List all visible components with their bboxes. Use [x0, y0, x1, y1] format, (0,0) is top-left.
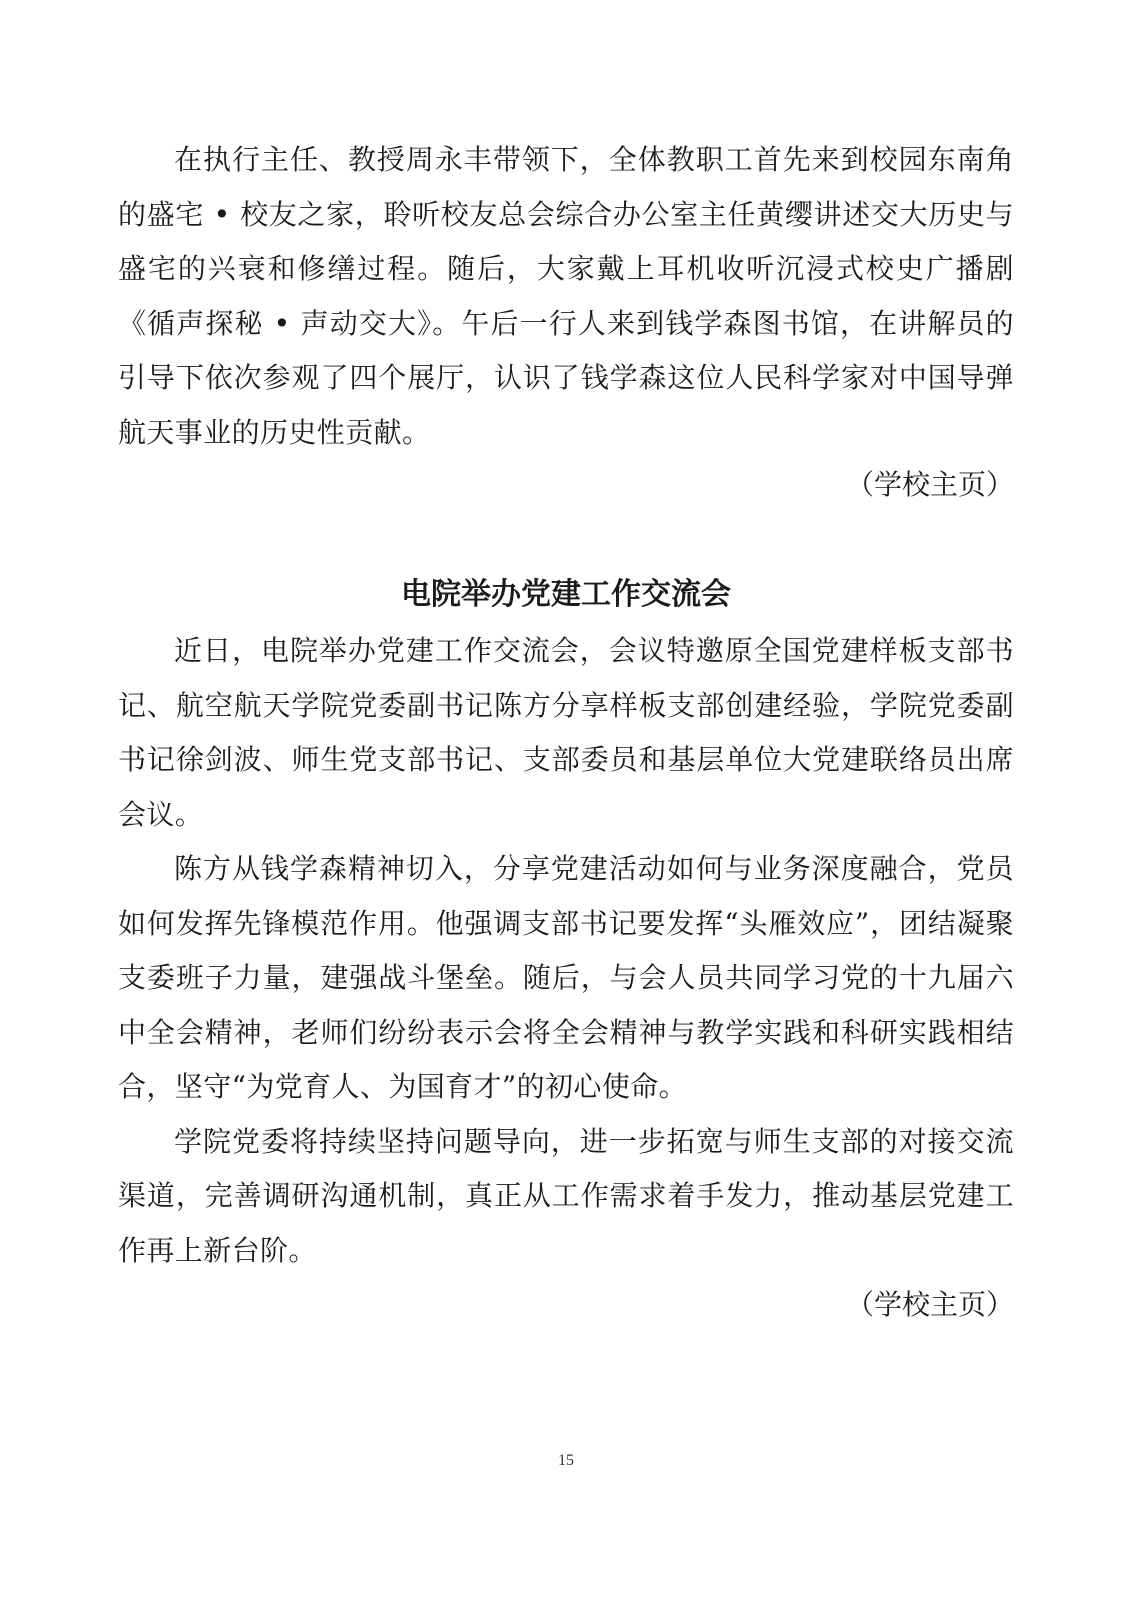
article-1-paragraph-1: 在执行主任、教授周永丰带领下，全体教职工首先来到校园东南角的盛宅 • 校友之家，聆听校友总会综合办公室主任黄缨讲述交大历史与盛宅的兴衰和修缮过程。随后，大家戴上耳机收听沉浸式校史广播剧《循声探秘 • 声动交大》。午后一行人来到钱学森图书馆，在讲解员的引导下依次参观了四个展厅，认识了钱学森这位人民科学家对中国导弹航天事业的历史性贡献。 — [118, 143, 1014, 449]
article-2-title: 电院举办党建工作交流会 — [401, 577, 731, 612]
article-2-paragraph-3: 学院党委将持续坚持问题导向，进一步拓宽与师生支部的对接交流渠道，完善调研沟通机制，真正从工作需求着手发力，推动基层党建工作再上新台阶。 — [118, 1124, 1014, 1267]
article-2-body — [118, 624, 1014, 1278]
article-1-body — [118, 133, 1014, 460]
article-1-source: （学校主页） — [845, 468, 1014, 501]
document-page — [118, 0, 1014, 1600]
article-2-paragraph-1: 近日，电院举办党建工作交流会，会议特邀原全国党建样板支部书记、航空航天学院党委副书记陈方分享样板支部创建经验，学院党委副书记徐剑波、师生党支部书记、支部委员和基层单位大党建联络员出席会议。 — [118, 634, 1014, 831]
article-2-source: （学校主页） — [845, 1288, 1014, 1321]
article-2-paragraph-2: 陈方从钱学森精神切入，分享党建活动如何与业务深度融合，党员如何发挥先锋模范作用。他强调支部书记要发挥“头雁效应”，团结凝聚支委班子力量，建强战斗堡垒。随后，与会人员共同学习党的十九届六中全会精神，老师们纷纷表示会将全会精神与教学实践和科研实践相结合，坚守“为党育人、为国育才”的初心使命。 — [118, 852, 1014, 1103]
page-number: 15 — [558, 1452, 574, 1469]
